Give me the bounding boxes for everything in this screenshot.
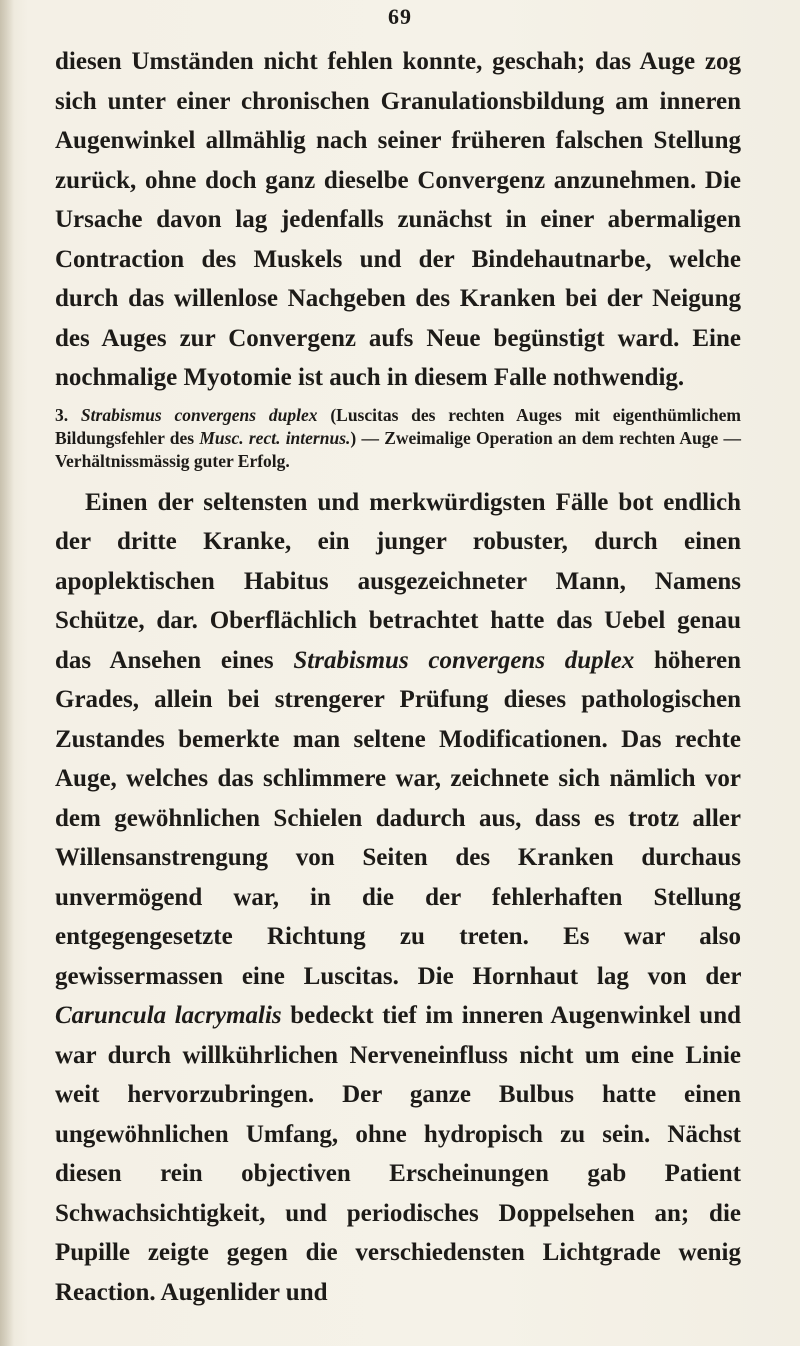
spine-shadow bbox=[0, 0, 14, 1346]
text-block bbox=[55, 42, 741, 1312]
paragraph-2-italic-2: Caruncula lacrymalis bbox=[55, 1002, 282, 1029]
paragraph-2-italic-1: Strabismus convergens duplex bbox=[293, 646, 635, 674]
case-heading-text-1: (Luscitas des rechten Auges mit eigenthümlichem Bildungsfehler des bbox=[55, 404, 742, 448]
page-number: 69 bbox=[388, 4, 412, 29]
case-diagnosis: Strabismus convergens duplex bbox=[80, 404, 318, 425]
case-number: 3. bbox=[55, 404, 69, 425]
paragraph-2-part-1: Einen der seltensten und merkwürdigsten Fälle bot endlich der dritte Kranke, ein junger robuster, durch einen apoplektischen Habitus ausgezeichneter Mann, Namens Schütze, dar. Oberflächlich betrachtet hatte das Uebel genau das Ansehen eines bbox=[55, 488, 741, 674]
case-heading-text-2: ) — Zweimalige Operation an dem rechten Auge — Verhältnissmässig guter Erfolg. bbox=[55, 427, 742, 471]
paragraph-2-part-3: bedeckt tief im inneren Augenwinkel und war durch willkührlichen Nerveneinfluss nicht um eine Linie weit hervorzubringen. Der ganze Bulbus hatte einen ungewöhnlichen Umfang, ohne hydropisch zu sein. Nächst diesen rein objectiven Erscheinungen gab Patient Schwachsichtigkeit, und periodisches Doppelsehen an; die Pupille zeigte gegen die verschiedensten Lichtgrade wenig Reaction. Augenlider und bbox=[55, 1002, 742, 1306]
case-heading bbox=[55, 404, 741, 473]
case-muscle: Musc. rect. internus. bbox=[199, 427, 351, 448]
paragraph-2-part-2: höheren Grades, allein bei strengerer Prüfung dieses pathologischen Zustandes bemerkte man seltene Modificationen. Das rechte Auge, welches das schlimmere war, zeichnete sich nämlich vor dem gewöhnlichen Schielen dadurch aus, dass es trotz aller Willensanstrengung von Seiten des Kranken durchaus unvermögend war, in die der fehlerhaften Stellung entgegengesetzte Richtung zu treten. Es war also gewissermassen eine Luscitas. Die Hornhaut lag von der bbox=[55, 646, 741, 990]
paragraph-continuation: diesen Umständen nicht fehlen konnte, geschah; das Auge zog sich unter einer chronischen Granulationsbildung am inneren Augenwinkel allmählig nach seiner früheren falschen Stellung zurück, ohne doch ganz dieselbe Convergenz anzunehmen. Die Ursache davon lag jedenfalls zunächst in einer abermaligen Contraction des Muskels und der Bindehautnarbe, welche durch das willenlose Nachgeben des Kranken bei der Neigung des Auges zur Convergenz aufs Neue begünstigt ward. Eine nochmalige Myotomie ist auch in diesem Falle nothwendig. bbox=[55, 48, 741, 391]
paragraph-case-description bbox=[55, 483, 741, 1313]
